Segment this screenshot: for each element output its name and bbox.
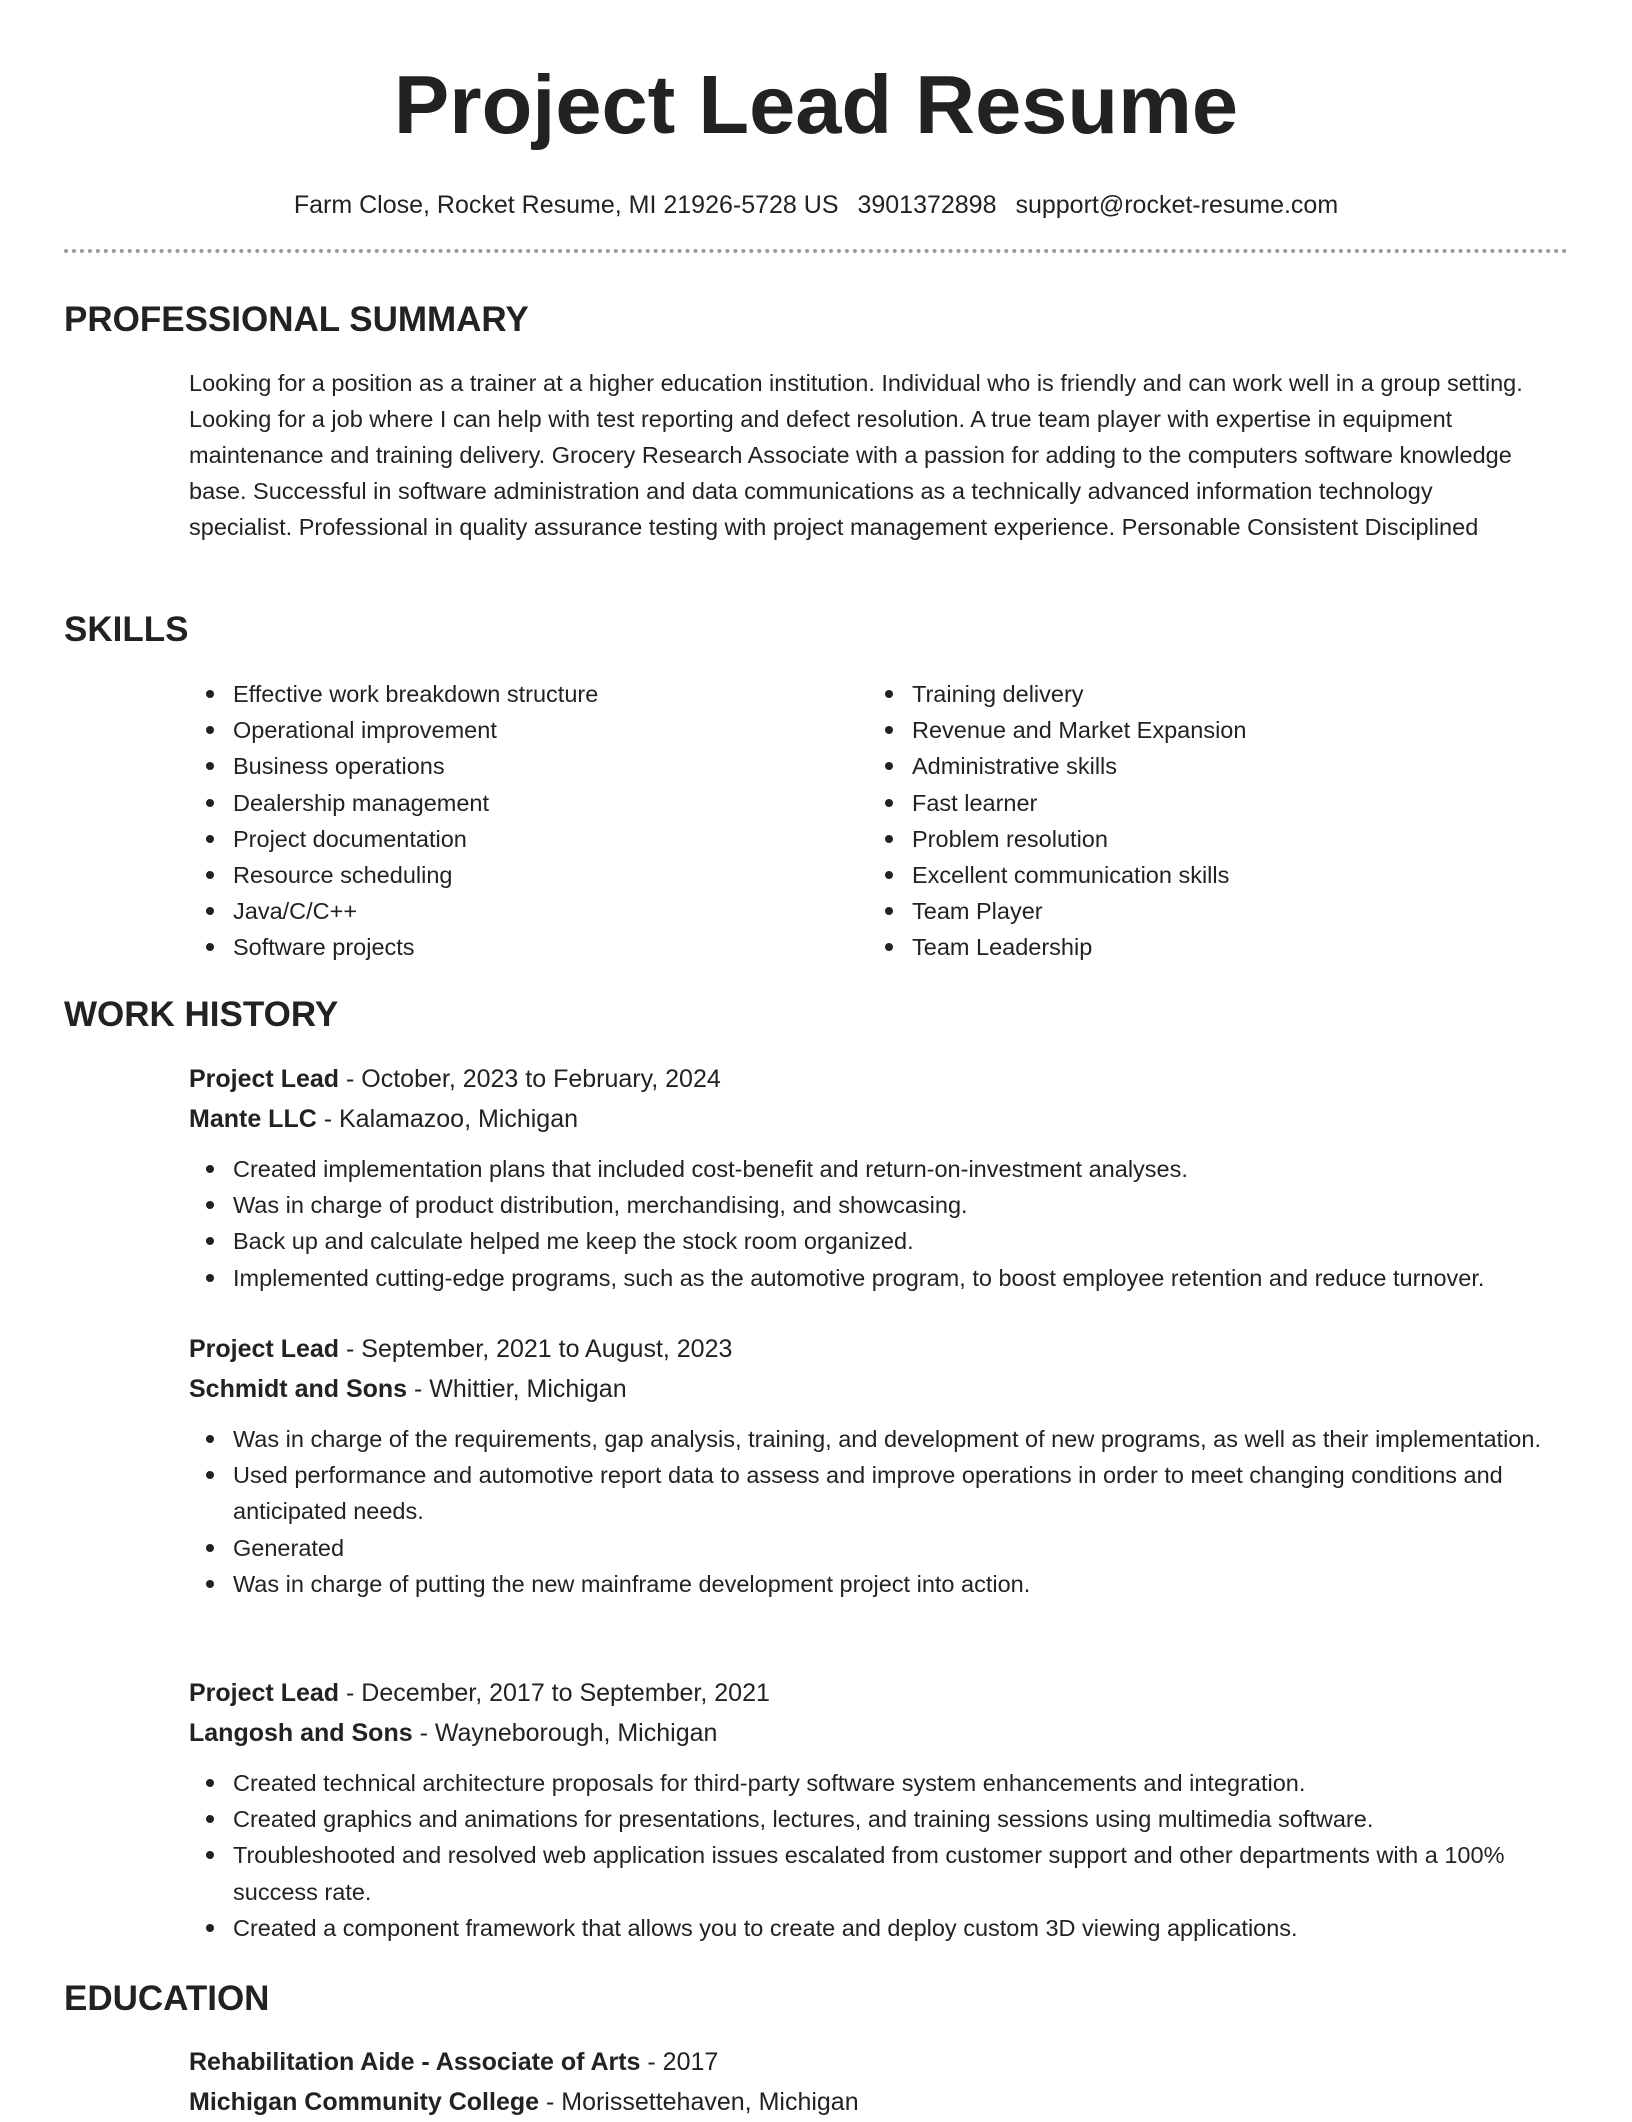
job-bullet: Implemented cutting-edge programs, such as the automotive program, to boost employee retention and reduce turnover.	[233, 1260, 1589, 1296]
skill-item: Fast learner	[912, 785, 1532, 821]
job-bullet: Created a component framework that allows you to create and deploy custom 3D viewing applications.	[233, 1910, 1589, 1946]
job-entry	[189, 1329, 1589, 1602]
education-degree: Rehabilitation Aide - Associate of Arts	[189, 2048, 641, 2076]
header-divider	[64, 249, 1568, 253]
job-company-line	[189, 1713, 1589, 1753]
skill-item: Dealership management	[233, 785, 853, 821]
job-bullet: Generated	[233, 1530, 1589, 1566]
job-location: - Kalamazoo, Michigan	[316, 1105, 579, 1133]
job-location: - Whittier, Michigan	[407, 1375, 627, 1403]
job-location: - Wayneborough, Michigan	[412, 1719, 718, 1747]
job-company: Mante LLC	[189, 1105, 317, 1133]
job-role: Project Lead	[189, 1065, 340, 1093]
job-role: Project Lead	[189, 1335, 340, 1363]
job-bullets	[189, 1151, 1589, 1296]
skill-item: Project documentation	[233, 821, 853, 857]
job-bullets	[189, 1765, 1589, 1946]
skill-item: Resource scheduling	[233, 857, 853, 893]
summary-heading: PROFESSIONAL SUMMARY	[64, 300, 529, 339]
skill-item: Team Leadership	[912, 929, 1532, 965]
resume-header	[64, 58, 1568, 220]
job-bullet: Created graphics and animations for presentations, lectures, and training sessions using multimedia software.	[233, 1801, 1589, 1837]
job-bullet: Created implementation plans that included cost-benefit and return-on-investment analyses.	[233, 1151, 1589, 1187]
education-location: - Morissettehaven, Michigan	[539, 2088, 859, 2116]
job-entry	[189, 1673, 1589, 1946]
skill-item: Excellent communication skills	[912, 857, 1532, 893]
contact-address: Farm Close, Rocket Resume, MI 21926-5728 US	[293, 191, 839, 219]
job-bullet: Was in charge of putting the new mainframe development project into action.	[233, 1566, 1589, 1602]
job-company: Schmidt and Sons	[189, 1375, 408, 1403]
job-title-line	[189, 1329, 1589, 1369]
job-company-line	[189, 1369, 1589, 1409]
skill-item: Team Player	[912, 893, 1532, 929]
summary-text: Looking for a position as a trainer at a higher education institution. Individual who is friendly and can work well in a group setting. Looking for a job where I can help with test reporting and defect resolution. A true team player with expertise in equipment maintenance and training delivery. Grocery Research Associate with a passion for adding to the computers software knowledge base. Successful in software administration and data communications as a technically advanced information technology specialist. Professional in quality assurance testing with project management experience. Personable Consistent Disciplined	[189, 370, 1523, 540]
contact-line	[64, 190, 1568, 220]
job-bullet: Was in charge of product distribution, merchandising, and showcasing.	[233, 1187, 1589, 1223]
education-entry	[189, 2042, 1589, 2122]
job-entry	[189, 1059, 1589, 1296]
resume-title: Project Lead Resume	[393, 58, 1239, 151]
job-bullet: Back up and calculate helped me keep the stock room organized.	[233, 1223, 1589, 1259]
education-school-line	[189, 2082, 1589, 2122]
skills-list-right	[868, 676, 1532, 966]
work-history-heading: WORK HISTORY	[64, 995, 339, 1034]
skills-heading: SKILLS	[64, 610, 189, 649]
skill-item: Business operations	[233, 748, 853, 784]
skill-item: Java/C/C++	[233, 893, 853, 929]
skill-item: Operational improvement	[233, 712, 853, 748]
education-year: - 2017	[640, 2048, 719, 2076]
skill-item: Effective work breakdown structure	[233, 676, 853, 712]
job-bullet: Troubleshooted and resolved web application issues escalated from customer support and other departments with a 100% success rate.	[233, 1837, 1589, 1909]
education-school: Michigan Community College	[189, 2088, 540, 2116]
skill-item: Revenue and Market Expansion	[912, 712, 1532, 748]
education-heading: EDUCATION	[64, 1979, 270, 2018]
job-bullets	[189, 1421, 1589, 1602]
skills-list-left	[189, 676, 853, 966]
job-company: Langosh and Sons	[189, 1719, 413, 1747]
job-bullet: Created technical architecture proposals for third-party software system enhancements and integration.	[233, 1765, 1589, 1801]
skill-item: Software projects	[233, 929, 853, 965]
job-title-line	[189, 1059, 1589, 1099]
education-degree-line	[189, 2042, 1589, 2082]
job-bullet: Used performance and automotive report data to assess and improve operations in order to meet changing conditions and anticipated needs.	[233, 1457, 1589, 1529]
job-dates: - September, 2021 to August, 2023	[339, 1335, 733, 1363]
contact-email: support@rocket-resume.com	[1015, 191, 1339, 219]
skill-item: Training delivery	[912, 676, 1532, 712]
skill-item: Problem resolution	[912, 821, 1532, 857]
contact-phone: 3901372898	[857, 191, 997, 219]
job-role: Project Lead	[189, 1679, 340, 1707]
skill-item: Administrative skills	[912, 748, 1532, 784]
job-dates: - October, 2023 to February, 2024	[339, 1065, 721, 1093]
job-company-line	[189, 1099, 1589, 1139]
job-bullet: Was in charge of the requirements, gap analysis, training, and development of new programs, as well as their implementation.	[233, 1421, 1589, 1457]
job-dates: - December, 2017 to September, 2021	[339, 1679, 770, 1707]
job-title-line	[189, 1673, 1589, 1713]
